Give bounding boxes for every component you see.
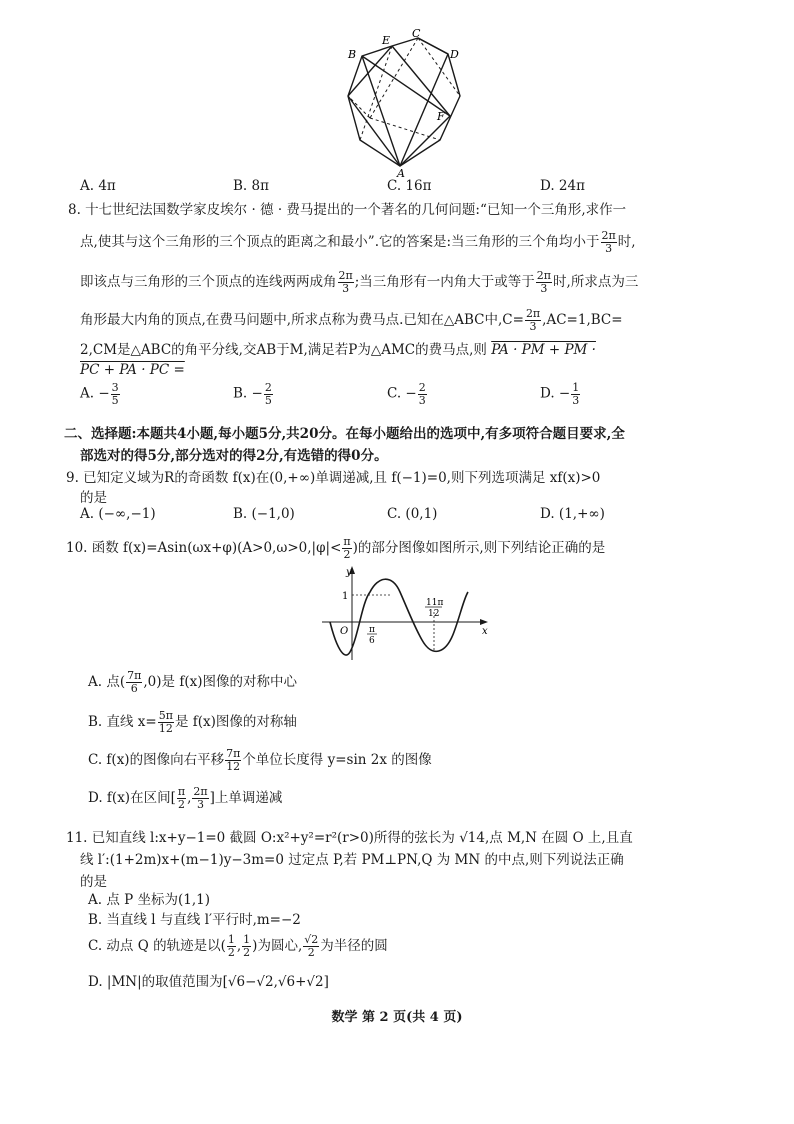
q8-option-d[interactable] — [540, 382, 581, 406]
fraction-num: 2π — [536, 269, 552, 283]
fraction-den: 3 — [529, 320, 537, 333]
fraction-den: 3 — [197, 798, 204, 811]
q10-option-b[interactable] — [88, 710, 297, 735]
fraction-num: 2π — [193, 785, 208, 799]
fraction-den: 3 — [342, 282, 350, 295]
fraction — [601, 230, 617, 254]
fraction-den: 6 — [130, 682, 138, 695]
fraction-num: π — [343, 535, 351, 549]
q10-option-c[interactable] — [88, 748, 432, 773]
graph-pi6-den: 6 — [369, 636, 375, 646]
q8-option-a[interactable] — [80, 382, 121, 406]
q8-line-3-end: 时,所求点为三 — [553, 274, 639, 290]
q8-line-5-text: 2,CM是△ABC的角平分线,交AB于M,满足若P为△AMC的费马点,则 — [80, 342, 487, 358]
sine-graph — [322, 562, 492, 662]
q8-vector-expr-1: PA · PM + PM · — [491, 342, 596, 358]
q10-stem-cond: (A>0,ω>0,|φ|< — [237, 540, 342, 556]
fraction-den: 3 — [418, 393, 426, 407]
fraction-den: 12 — [158, 722, 173, 735]
fraction — [525, 308, 541, 332]
q10-option-d[interactable]: D. f(x)在区间[ $\frac{\pi}{2}$ , $\frac{2\pi}{3}$ ]上单调递减 — [88, 785, 283, 811]
q11-line-1: 11. 已知直线 l:x+y−1=0 截圆 O:x²+y²=r²(r>0)所得的弦长为 √14,点 M,N 在圆 O 上,且直 — [66, 830, 633, 846]
fraction — [225, 748, 241, 772]
fraction-num: 1 — [243, 933, 251, 947]
label-D: D — [450, 48, 459, 61]
q8-line-6 — [80, 362, 185, 378]
fraction-den: 5 — [264, 393, 272, 407]
q9-option-d[interactable]: D. (1,+∞) — [540, 506, 605, 522]
q7-option-b[interactable]: B. 8π — [233, 178, 269, 194]
q8-line-2 — [80, 230, 636, 255]
fraction — [303, 934, 319, 958]
q8-line-3 — [80, 270, 638, 295]
q7-option-a[interactable]: A. 4π — [80, 178, 116, 194]
q8-line-3-text: 即该点与三角形的三个顶点的连线两两成角 — [80, 274, 337, 290]
fraction — [192, 786, 208, 810]
fraction-den: 2 — [307, 946, 315, 959]
q8-line-2-end: 时, — [617, 234, 636, 250]
q11-option-a[interactable]: A. 点 P 坐标为(1,1) — [88, 892, 211, 908]
fraction-num: 5π — [158, 709, 173, 723]
fraction — [418, 382, 427, 406]
q10-stem-func: 10. 函数 f(x)=Asin(ωx+φ) — [66, 540, 238, 556]
section-2-line-2: 部选对的得5分,部分选对的得2分,有选错的得0分。 — [80, 448, 388, 464]
q11-line-2: 线 l′:(1+2m)x+(m−1)y−3m=0 过定点 P,若 PM⊥PN,Q 为 MN 的中点,则下列说法正确 — [80, 852, 624, 868]
fraction — [264, 382, 273, 406]
fraction — [242, 934, 251, 958]
q8-line-5 — [80, 338, 596, 358]
option-text: 个单位长度得 y=sin 2x 的图像 — [242, 752, 432, 768]
fraction-den: 3 — [605, 242, 613, 255]
label-A: A — [397, 167, 405, 178]
option-mid: 为圆心, — [257, 938, 303, 954]
fraction-num: √2 — [304, 933, 319, 947]
fraction-den: 12 — [226, 760, 241, 773]
option-prefix: A. 点 — [88, 674, 120, 690]
fraction — [227, 934, 236, 958]
fraction-num: 2 — [264, 381, 272, 394]
polyhedron-figure — [340, 28, 470, 178]
q11-line-3: 的是 — [80, 874, 107, 890]
graph-11pi12-den: 12 — [428, 609, 440, 619]
option-prefix: A. − — [80, 385, 110, 402]
option-prefix: C. − — [387, 385, 417, 402]
fraction-num: π — [177, 785, 186, 799]
fraction-den: 2 — [227, 946, 235, 959]
graph-11pi12-num: 11π — [426, 598, 444, 608]
fraction — [342, 536, 351, 560]
option-prefix: B. − — [233, 385, 263, 402]
page-footer: 数学 第 2 页(共 4 页) — [331, 1010, 463, 1025]
q9-option-c[interactable]: C. (0,1) — [387, 506, 438, 522]
q11-option-b[interactable]: B. 当直线 l 与直线 l′平行时,m=−2 — [88, 912, 301, 928]
fraction-den: 2 — [343, 548, 351, 561]
option-prefix: D. f(x)在区间 — [88, 790, 171, 806]
q8-vector-expr-2: PC + PA · PC = — [80, 362, 185, 378]
option-mid: ,0 — [143, 674, 157, 690]
option-prefix: C. 动点 Q 的轨迹是以 — [88, 938, 221, 954]
q11-option-c[interactable]: C. 动点 Q 的轨迹是以( $\frac{1}{2}$ , $\frac{1}{2}$ )为圆心, $\frac{√2}{2}$ 为半径的圆 — [88, 933, 388, 959]
fraction-num: 1 — [227, 933, 235, 947]
fraction-num: 3 — [111, 381, 119, 394]
q9-line-2: 的是 — [80, 490, 107, 506]
q9-option-b[interactable]: B. (−1,0) — [233, 506, 295, 522]
q8-line-1: 8. 十七世纪法国数学家皮埃尔 · 德 · 费马提出的一个著名的几何问题:“已知一个三角形,求作一 — [68, 202, 627, 218]
q8-line-3-mid: ;当三角形有一内角大于或等于 — [354, 274, 535, 290]
q8-option-b[interactable] — [233, 382, 274, 406]
fraction — [571, 382, 580, 406]
q11-option-d[interactable]: D. |MN|的取值范围为[√6−√2,√6+√2] — [88, 974, 329, 990]
fraction — [177, 786, 186, 810]
fraction-num: 2 — [418, 381, 426, 394]
label-B: B — [348, 48, 357, 61]
option-prefix: B. 直线 x= — [88, 714, 157, 730]
q10-stem-cond-end: ) — [352, 540, 358, 556]
q7-option-d[interactable]: D. 24π — [540, 178, 585, 194]
graph-origin: O — [340, 626, 349, 637]
fraction-num: 7π — [226, 747, 241, 761]
label-F: F — [437, 110, 445, 123]
fraction-den: 2 — [177, 798, 185, 811]
q8-line-2-text: 点,使其与这个三角形的三个顶点的距离之和最小”.它的答案是:当三角形的三个角均小于 — [80, 234, 600, 250]
section-2-line-1: 二、选择题:本题共4小题,每小题5分,共20分。在每小题给出的选项中,有多项符合题目要求,全 — [64, 426, 625, 442]
q8-line-4-end: ,AC=1,BC= — [542, 312, 623, 328]
fraction — [338, 270, 354, 294]
fraction-num: 2π — [601, 229, 616, 243]
q8-line-4 — [80, 308, 623, 333]
fraction — [158, 710, 174, 734]
q9-line-1: 9. 已知定义域为R的奇函数 f(x)在(0,+∞)单调递减,且 f(−1)=0,则下列选项满足 xf(x)>0 — [66, 470, 601, 486]
q7-option-c[interactable]: C. 16π — [387, 178, 432, 194]
option-prefix: C. f(x)的图像向右平移 — [88, 752, 225, 768]
label-C: C — [412, 28, 421, 40]
q10-stem-text: 的部分图像如图所示,则下列结论正确的是 — [357, 540, 606, 556]
q8-option-c[interactable] — [387, 382, 428, 406]
q10-stem — [66, 536, 605, 561]
q10-option-a[interactable]: A. 点( $\frac{7\pi}{6}$ ,0)是 f(x)图像的对称中心 — [88, 669, 297, 695]
fraction — [536, 270, 552, 294]
fraction-den: 3 — [572, 393, 580, 407]
q8-line-4-text: 角形最大内角的顶点,在费马问题中,所求点称为费马点.已知在△ABC中,C= — [80, 312, 524, 328]
label-E: E — [382, 34, 391, 47]
option-prefix: D. − — [540, 385, 571, 402]
option-text: 上单调递减 — [214, 790, 283, 806]
fraction — [111, 382, 120, 406]
fraction-den: 2 — [243, 946, 251, 959]
graph-one: 1 — [342, 591, 349, 602]
graph-y-label: y — [346, 567, 352, 578]
fraction-num: 2π — [338, 269, 353, 283]
fraction-den: 5 — [111, 393, 119, 407]
q9-option-a[interactable]: A. (−∞,−1) — [80, 506, 156, 522]
fraction-num: 7π — [127, 669, 142, 683]
fraction-num: 2π — [525, 307, 541, 321]
option-text: 为半径的圆 — [320, 938, 388, 954]
fraction-num: 1 — [572, 381, 580, 394]
option-text: 是 f(x)图像的对称中心 — [161, 674, 297, 690]
graph-pi6-num: π — [369, 625, 375, 635]
fraction-den: 3 — [540, 282, 548, 295]
fraction — [126, 670, 142, 694]
option-text: 是 f(x)图像的对称轴 — [174, 714, 297, 730]
graph-x-label: x — [482, 626, 488, 637]
